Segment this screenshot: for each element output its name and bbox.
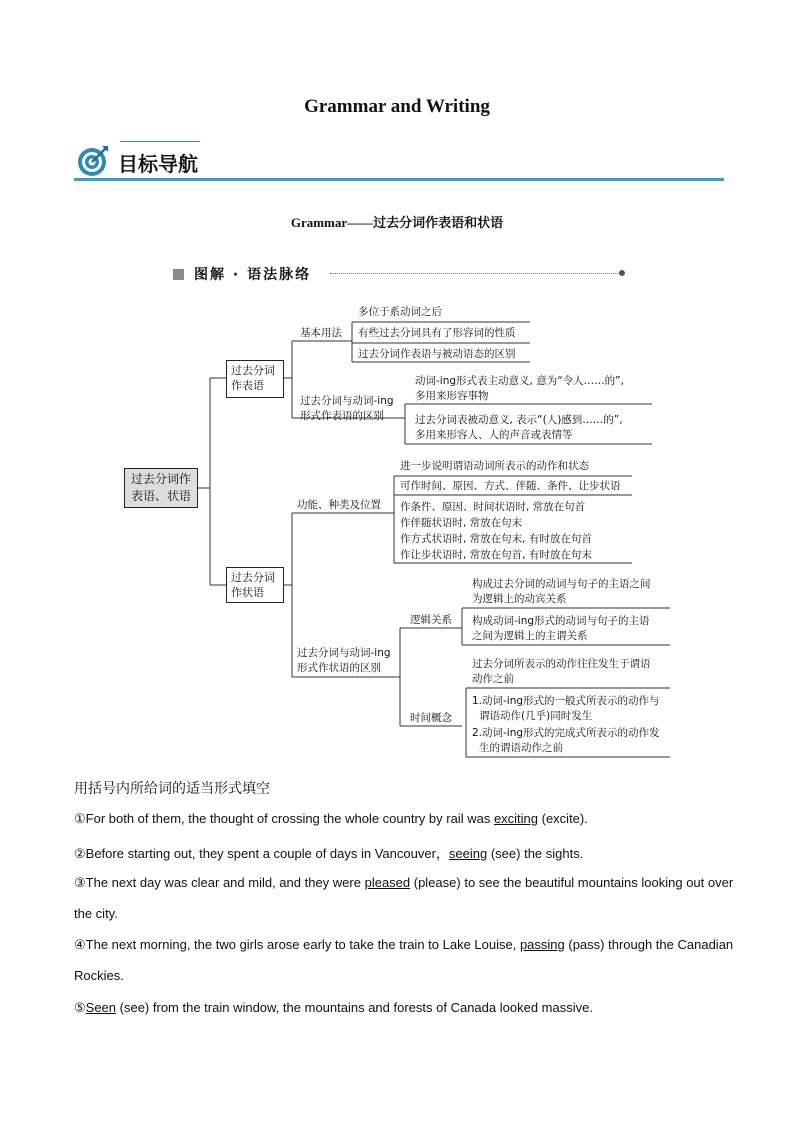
mindmap-root xyxy=(124,468,198,508)
item-text-after: (see) from the train window, the mountains and forests of Canada looked massive. xyxy=(116,1000,593,1015)
func-item-6: 作让步状语时, 常放在句首, 有时放在句末 xyxy=(400,549,592,561)
item-number: ① xyxy=(74,811,86,826)
item-text: For both of them, the thought of crossing the whole country by rail was xyxy=(85,811,494,826)
time-item-2: 动作之前 xyxy=(472,673,514,685)
item-answer: Seen xyxy=(85,1000,117,1015)
exercise-item xyxy=(74,1000,593,1016)
item-text: Rockies. xyxy=(74,968,124,983)
item-number: ② xyxy=(74,846,86,861)
item-answer: exciting xyxy=(493,811,539,826)
item-number: ③ xyxy=(74,875,86,890)
exercise-instruction: 用括号内所给词的适当形式填空 xyxy=(74,781,270,797)
item-text-after: (see) the sights. xyxy=(487,846,584,861)
time-item-1: 过去分词所表示的动作往往发生于谓语 xyxy=(472,658,651,670)
logic-item-3: 构成动词-ing形式的动词与句子的主语 xyxy=(472,615,650,627)
logic-item-1: 构成过去分词的动词与句子的主语之间 xyxy=(472,578,651,590)
function-label: 功能、种类及位置 xyxy=(297,499,381,511)
item-answer: passing xyxy=(519,937,565,952)
exercise-item-continued xyxy=(74,968,124,983)
nav-heading: 目标导航 xyxy=(118,152,198,176)
exercise-item xyxy=(74,875,733,891)
item-text-after: (please) to see the beautiful mountains looking out over xyxy=(410,875,734,890)
func-item-5: 作方式状语时, 常放在句末, 有时放在句首 xyxy=(400,533,592,545)
root-label: 过去分词作 表语、状语 xyxy=(130,472,191,503)
item-answer: seeing xyxy=(448,846,488,861)
logic-item-4: 之间为逻辑上的主谓关系 xyxy=(472,630,588,642)
time-item-4: 谓语动作(几乎)同时发生 xyxy=(479,710,593,722)
logic-label: 逻辑关系 xyxy=(410,614,452,626)
page-title: Grammar and Writing xyxy=(304,96,490,117)
exercise-item xyxy=(74,937,733,953)
branch-adverbial: 过去分词 作状语 xyxy=(226,567,284,603)
pred-diff-item-3: 过去分词表被动意义, 表示“(人)感到……的”, xyxy=(415,414,623,426)
pred-diff-item-2: 多用来形容事物 xyxy=(415,390,489,402)
item-text: the city. xyxy=(74,906,118,921)
exercise-item xyxy=(74,843,583,862)
time-label: 时间概念 xyxy=(410,712,452,724)
basic-usage-label: 基本用法 xyxy=(300,327,342,339)
adverbial-diff-label: 过去分词与动词-ing 形式作状语的区别 xyxy=(297,647,391,674)
item-text: The next morning, the two girls arose early to take the train to Lake Louise, xyxy=(85,937,520,952)
predicative-diff-label: 过去分词与动词-ing 形式作表语的区别 xyxy=(300,395,394,422)
item-number: ④ xyxy=(74,937,86,952)
time-item-3: 1.动词-ing形式的一般式所表示的动作与 xyxy=(472,695,660,707)
item-text: The next day was clear and mild, and they were xyxy=(85,875,365,890)
func-item-4: 作伴随状语时, 常放在句末 xyxy=(400,517,523,529)
item-number: ⑤ xyxy=(74,1000,86,1015)
item-text-after: (pass) through the Canadian xyxy=(564,937,734,952)
item-answer: pleased xyxy=(364,875,411,890)
basic-item-3: 过去分词作表语与被动语态的区别 xyxy=(358,348,516,360)
func-item-1: 进一步说明谓语动词所表示的动作和状态 xyxy=(400,460,589,472)
grammar-subtitle: Grammar——过去分词作表语和状语 xyxy=(290,215,504,230)
func-item-2: 可作时间、原因、方式、伴随、条件、让步状语 xyxy=(400,480,621,492)
logic-item-2: 为逻辑上的动宾关系 xyxy=(472,593,567,605)
exercise-item-continued xyxy=(74,906,118,921)
item-text-after: (excite). xyxy=(538,811,588,826)
basic-item-2: 有些过去分词具有了形容词的性质 xyxy=(358,327,516,339)
time-item-6: 生的谓语动作之前 xyxy=(479,742,563,754)
section-label: 图解 · 语法脉络 xyxy=(194,267,312,283)
branch-predicative: 过去分词 作表语 xyxy=(226,360,284,398)
pred-diff-item-1: 动词-ing形式表主动意义, 意为“令人……的”, xyxy=(415,375,624,387)
time-item-5: 2.动词-ing形式的完成式所表示的动作发 xyxy=(472,727,660,739)
func-item-3: 作条件、原因、时间状语时, 常放在句首 xyxy=(400,501,586,513)
item-text: Before starting out, they spent a couple of days in Vancouver， xyxy=(85,846,449,861)
exercise-item xyxy=(74,811,588,827)
pred-diff-item-4: 多用来形容人、人的声音或表情等 xyxy=(415,429,573,441)
basic-item-1: 多位于系动词之后 xyxy=(358,306,442,318)
